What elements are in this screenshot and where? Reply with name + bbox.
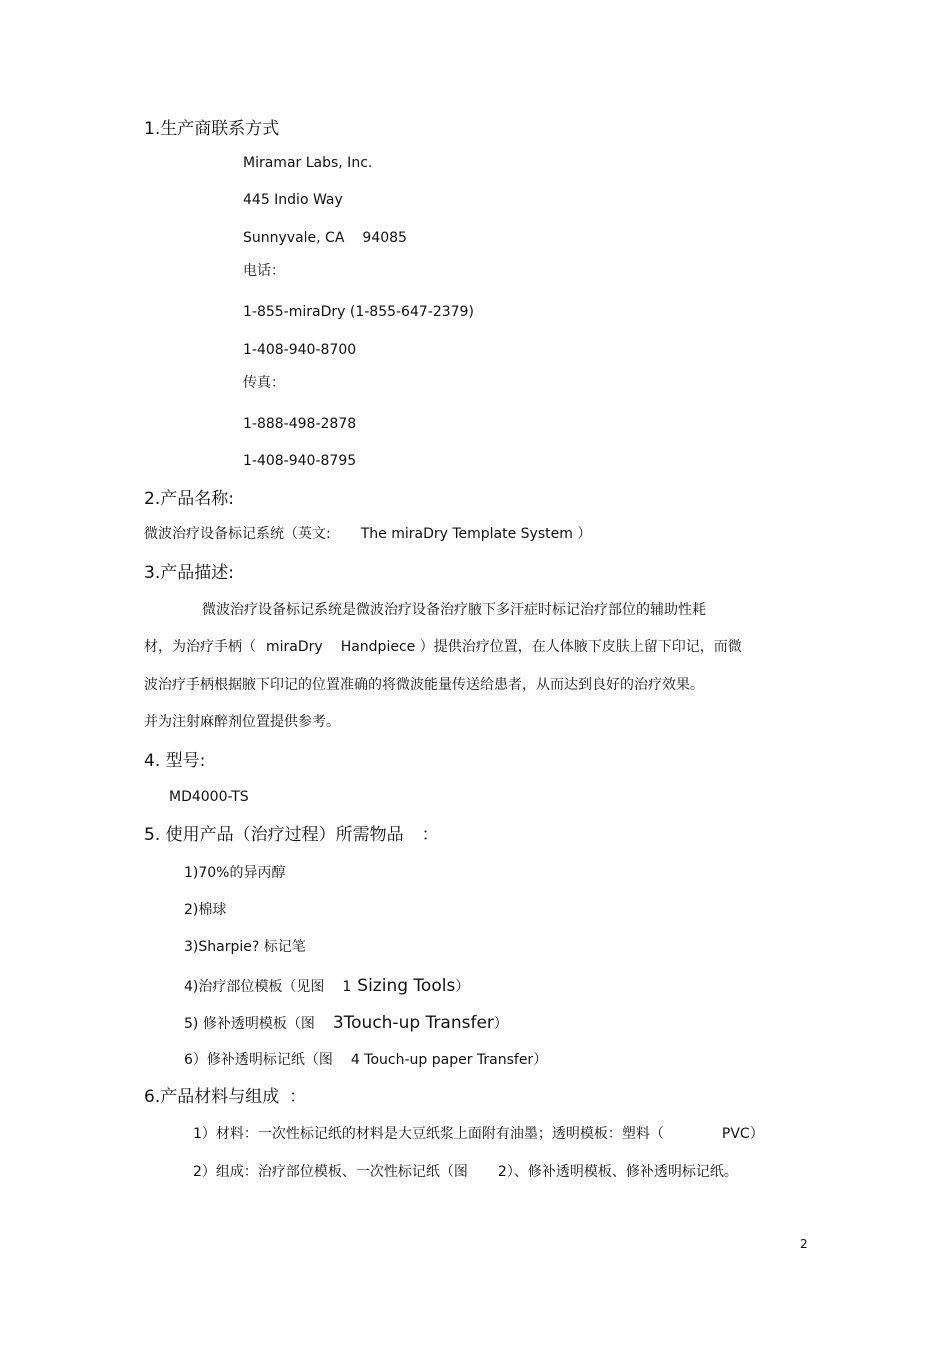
supply-item-6-tool-name: 4 Touch-up paper Transfer）: [350, 1052, 548, 1068]
section-1-heading: 1.生产商联系方式: [144, 119, 280, 139]
street-address: 445 Indio Way: [243, 192, 343, 208]
description-line-1: 微波治疗设备标记系统是微波治疗设备治疗腋下多汗症时标记治疗部位的辅助性耗: [202, 602, 706, 618]
supply-item-6-text: 6）修补透明标记纸（图: [184, 1052, 333, 1068]
phone-label: 电话：: [243, 263, 285, 279]
description-line-3: 波治疗手柄根据腋下印记的位置准确的将微波能量传送给患者，从而达到良好的治疗效果。: [144, 677, 704, 693]
fax-label: 传真：: [243, 375, 285, 391]
section-6-heading-text: 6.产品材料与组成: [144, 1087, 280, 1107]
section-5-heading-colon: ：: [421, 825, 439, 845]
description-line-2-part-c: Handpiece ）提供治疗位置，在人体腋下皮肤上留下印记，而微: [340, 639, 742, 655]
city-state: Sunnyvale, CA: [243, 230, 345, 246]
company-name: Miramar Labs, Inc.: [243, 155, 373, 171]
supply-item-4: [184, 978, 469, 995]
material-line-pvc: PVC）: [721, 1126, 764, 1142]
section-3-heading: 3.产品描述:: [144, 563, 234, 583]
phone-number-1: 1-855-miraDry (1-855-647-2379): [243, 304, 474, 320]
phone-number-2: 1-408-940-8700: [243, 342, 357, 358]
section-6-heading-colon: ：: [289, 1087, 307, 1107]
model-number: MD4000-TS: [169, 789, 249, 805]
supply-item-5-close: ）: [493, 1016, 508, 1032]
product-name-line: [144, 527, 591, 541]
supply-item-4-tool-name: Sizing Tools: [357, 976, 456, 996]
description-line-2-part-b: miraDry: [266, 639, 323, 655]
supply-item-4-text: 4)治疗部位模板（见图: [184, 979, 325, 995]
description-line-2-part-a: 材，为治疗手柄（: [144, 639, 256, 655]
supply-item-5-tool-name: 3Touch-up Transfer: [332, 1013, 494, 1033]
material-line: [193, 1127, 764, 1141]
product-name-cn: 微波治疗设备标记系统（英文:: [144, 526, 331, 542]
supply-item-1: 1)70%的异丙醇: [184, 865, 286, 881]
composition-line: [193, 1165, 738, 1179]
fax-number-2: 1-408-940-8795: [243, 453, 357, 469]
section-4-heading: 4. 型号:: [144, 751, 206, 771]
city-line: [243, 231, 407, 245]
material-line-text: 1）材料：一次性标记纸的材料是大豆纸浆上面附有油墨；透明模板：塑料（: [193, 1126, 664, 1142]
supply-item-5-text: 5) 修补透明模板（图: [184, 1016, 315, 1032]
composition-line-text: 2）组成：治疗部位模板、一次性标记纸（图: [193, 1164, 468, 1180]
section-5-heading: [144, 827, 439, 844]
page-number: 2: [800, 1237, 808, 1251]
fax-number-1: 1-888-498-2878: [243, 416, 357, 432]
section-5-heading-text: 5. 使用产品（治疗过程）所需物品: [144, 825, 404, 845]
supply-item-4-close: ）: [455, 979, 470, 995]
supply-item-2: 2)棉球: [184, 902, 227, 918]
section-6-heading: [144, 1089, 306, 1106]
section-2-heading: 2.产品名称:: [144, 489, 234, 509]
supply-item-6: [184, 1053, 547, 1067]
composition-line-rest: 2）、修补透明模板、修补透明标记纸。: [497, 1164, 738, 1180]
supply-item-5: [184, 1015, 508, 1032]
zip-code: 94085: [362, 230, 407, 246]
supply-item-4-figure: 1: [342, 979, 352, 995]
description-line-2: [144, 640, 742, 654]
description-line-4: 并为注射麻醉剂位置提供参考。: [144, 714, 340, 730]
product-name-en: The miraDry Template System ）: [360, 526, 592, 542]
supply-item-3: 3)Sharpie? 标记笔: [184, 939, 306, 955]
